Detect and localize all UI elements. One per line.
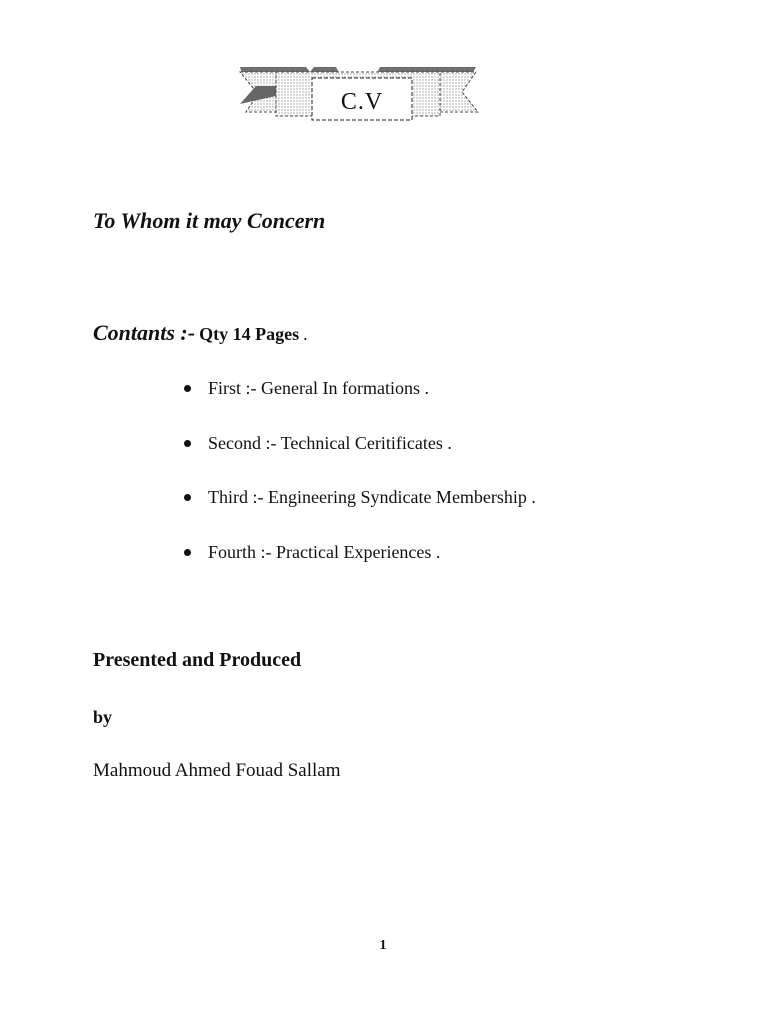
bullet-icon — [184, 549, 191, 556]
greeting-heading: To Whom it may Concern — [93, 208, 326, 233]
contents-line — [93, 320, 308, 346]
list-item-text: Fourth :- Practical Experiences . — [208, 542, 441, 562]
list-item-text: Third :- Engineering Syndicate Membership . — [208, 487, 536, 507]
contents-label: Contants :- — [93, 320, 196, 345]
page-number: 1 — [379, 938, 387, 953]
bullet-icon — [184, 494, 191, 501]
list-item-text: First :- General In formations . — [208, 378, 429, 398]
bullet-icon — [184, 385, 191, 392]
presented-heading: Presented and Produced — [93, 649, 302, 671]
contents-qty: Qty 14 Pages — [199, 324, 300, 344]
list-item — [184, 487, 536, 508]
contents-suffix: . — [303, 324, 308, 344]
author-name: Mahmoud Ahmed Fouad Sallam — [93, 760, 341, 781]
list-item — [184, 378, 429, 399]
by-label: by — [93, 707, 113, 727]
cv-banner — [236, 64, 480, 124]
cv-title: C.V — [340, 89, 384, 115]
bullet-icon — [184, 440, 191, 447]
list-item — [184, 433, 452, 454]
list-item-text: Second :- Technical Ceritificates . — [208, 433, 452, 453]
list-item — [184, 542, 440, 563]
